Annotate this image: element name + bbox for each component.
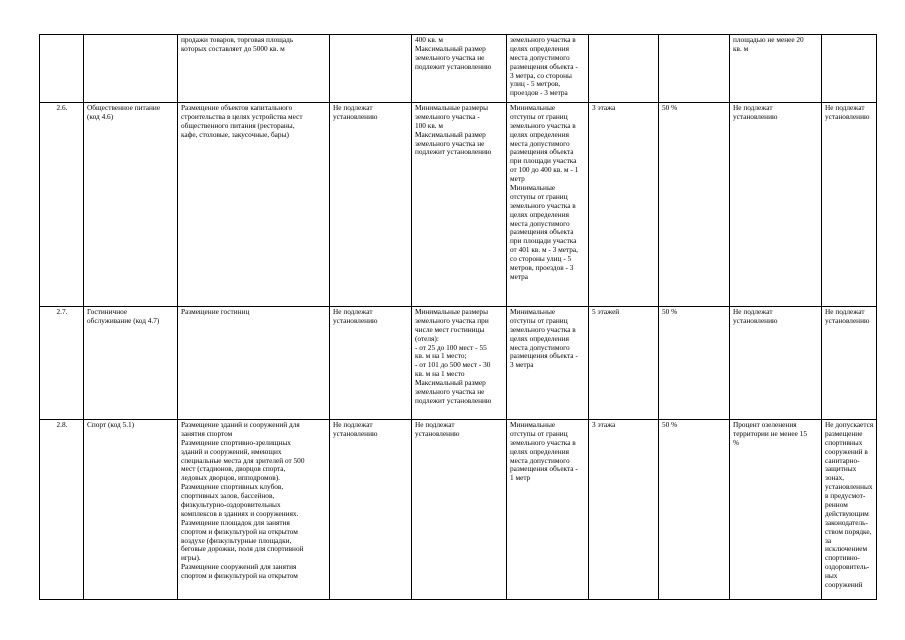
- max-area-cell: [330, 420, 412, 600]
- cell-text-line: метров, проездов - 3: [510, 263, 574, 273]
- coverage-cell: [659, 420, 730, 600]
- green-area-cell: [730, 35, 822, 103]
- cell-text-line: установлению: [733, 315, 778, 325]
- cell-text-line: физкультурно-оздоровительных: [181, 500, 281, 510]
- cell-text-line: в предусмот-: [825, 491, 866, 501]
- cell-text-line: кв. м: [733, 43, 749, 53]
- cell-text-line: Минимальные: [510, 307, 556, 316]
- cell-text-line: которых составляет до 5000 кв. м: [181, 43, 285, 53]
- floors-cell: [589, 420, 659, 600]
- setback-cell: [507, 35, 589, 103]
- cell-text-line: места допустимого: [510, 342, 570, 352]
- setback-cell: [507, 420, 589, 600]
- cell-text-line: за исключением: [825, 535, 868, 554]
- cell-text-line: подлежит установлению: [415, 147, 492, 157]
- plot-size-cell: [412, 103, 507, 307]
- cell-text-line: мест (стадионов, дворцов спорта,: [181, 464, 286, 474]
- land-use-type-cell: [84, 307, 178, 420]
- regulations-table: [39, 34, 877, 600]
- cell-text-line: зданий и сооружений, имеющих: [181, 446, 282, 456]
- cell-text-line: 400 кв. м: [415, 35, 444, 44]
- max-area-cell: [330, 103, 412, 307]
- cell-text-line: земельного участка в: [510, 324, 576, 334]
- cell-text-line: сооружений: [825, 580, 863, 590]
- cell-text-line: земельного участка не: [415, 387, 485, 397]
- row-number-cell: 2.8.: [40, 420, 84, 600]
- max-area-cell: [330, 307, 412, 420]
- cell-text-line: санитарно-: [825, 455, 860, 465]
- cell-text-line: оздоровитель-: [825, 562, 870, 572]
- cell-text-line: Размещение спортивных клубов,: [181, 482, 284, 492]
- floors-cell: [589, 35, 659, 103]
- cell-text-line: установлению: [333, 315, 378, 325]
- cell-text-line: Минимальные размеры: [415, 103, 488, 112]
- cell-text-line: места допустимого: [510, 218, 570, 228]
- cell-text-line: 50 %: [662, 103, 678, 112]
- cell-text-line: при площади участка: [510, 236, 577, 246]
- cell-text-line: 3 этажа: [592, 420, 616, 429]
- cell-text-line: Минимальные размеры: [415, 307, 488, 316]
- description-cell: [178, 420, 330, 600]
- row-number-cell: 2.7.: [40, 307, 84, 420]
- cell-text-line: беговые дорожки, поля для спортивной: [181, 544, 304, 554]
- cell-text-line: размещение: [825, 428, 863, 438]
- max-area-cell: [330, 35, 412, 103]
- cell-text-line: Минимальные: [510, 183, 556, 193]
- cell-text-line: общественного питания (рестораны,: [181, 120, 295, 130]
- cell-text-line: установлению: [733, 111, 778, 121]
- row-number-cell: [40, 35, 84, 103]
- cell-text-line: установлению: [825, 111, 870, 121]
- cell-text-line: зонах,: [825, 473, 845, 483]
- cell-text-line: Не подлежат: [825, 307, 865, 316]
- cell-text-line: улиц - 5 метров,: [510, 79, 561, 89]
- cell-text-line: земельного участка в: [510, 200, 576, 210]
- cell-text-line: установлению: [333, 111, 378, 121]
- cell-text-line: земельного участка -: [415, 111, 480, 121]
- cell-text-line: спортивных залов, бассейнов,: [181, 491, 275, 501]
- cell-text-line: отступы от границ: [510, 111, 568, 121]
- cell-text-line: действующим: [825, 508, 869, 518]
- table-row: [40, 103, 877, 307]
- cell-text-line: Гостиничное: [87, 307, 128, 316]
- cell-text-line: Размещение сооружений для занятия: [181, 562, 297, 572]
- cell-text-line: Минимальные: [510, 103, 556, 112]
- cell-text-line: 1 метр: [510, 473, 531, 483]
- cell-text-line: размещения объекта: [510, 147, 574, 157]
- cell-text-line: земельного участка в: [510, 120, 576, 130]
- table-body: [40, 35, 877, 600]
- cell-text-line: кафе, столовые, закусочные, бары): [181, 129, 289, 139]
- cell-text-line: земельного участка не: [415, 138, 485, 148]
- cell-text-line: территории не менее 15: [733, 428, 807, 438]
- cell-text-line: размещения объекта -: [510, 464, 578, 474]
- cell-text-line: Не подлежат: [333, 420, 373, 429]
- cell-text-line: места допустимого: [510, 52, 570, 62]
- plot-size-cell: [412, 35, 507, 103]
- cell-text-line: проездов - 3 метра: [510, 88, 568, 98]
- cell-text-line: размещения объекта: [510, 227, 574, 237]
- cell-text-line: целях определения: [510, 129, 569, 139]
- cell-text-line: Размещение спортивно-зрелищных: [181, 437, 291, 447]
- cell-text-line: числе мест гостиницы: [415, 324, 485, 334]
- cell-text-line: целях определения: [510, 43, 569, 53]
- green-area-cell: [730, 420, 822, 600]
- cell-text-line: Максимальный размер: [415, 378, 486, 388]
- cell-text-line: установленных: [825, 482, 873, 492]
- cell-text-line: ледовых дворцов, ипподромов).: [181, 473, 281, 483]
- cell-text-line: Максимальный размер: [415, 129, 486, 139]
- coverage-cell: [659, 35, 730, 103]
- cell-text-line: Спорт (код 5.1): [87, 420, 135, 429]
- cell-text-line: (код 4.6): [87, 111, 114, 121]
- cell-text-line: Не подлежат: [333, 103, 373, 112]
- setback-cell: [507, 103, 589, 307]
- cell-text-line: 50 %: [662, 420, 678, 429]
- cell-text-line: Общественное питание: [87, 103, 161, 112]
- cell-text-line: места допустимого: [510, 138, 570, 148]
- land-use-type-cell: [84, 420, 178, 600]
- row-number-cell: 2.6.: [40, 103, 84, 307]
- cell-text-line: - от 25 до 100 мест - 55: [415, 342, 487, 352]
- land-use-type-cell: [84, 35, 178, 103]
- cell-text-line: воздухе (физкультурные площадки,: [181, 535, 292, 545]
- cell-text-line: со стороны улиц - 5: [510, 254, 572, 264]
- cell-text-line: места допустимого: [510, 455, 570, 465]
- cell-text-line: 50 %: [662, 307, 678, 316]
- cell-text-line: 3 метра, со стороны: [510, 70, 572, 80]
- coverage-cell: [659, 103, 730, 307]
- cell-text-line: земельного участка в: [510, 35, 576, 44]
- cell-text-line: ных: [825, 571, 838, 581]
- cell-text-line: установлению: [415, 428, 460, 438]
- cell-text-line: Размещение гостиниц: [181, 307, 250, 316]
- cell-text-line: отступы от границ: [510, 191, 568, 201]
- cell-text-line: размещения объекта -: [510, 351, 578, 361]
- cell-text-line: земельного участка не: [415, 52, 485, 62]
- cell-text-line: 3 метра: [510, 360, 534, 370]
- cell-text-line: установлению: [333, 428, 378, 438]
- cell-text-line: защитных: [825, 464, 857, 474]
- cell-text-line: Не подлежат: [333, 307, 373, 316]
- cell-text-line: комплексов в зданиях и сооружениях.: [181, 508, 299, 518]
- restrictions-cell: [822, 103, 877, 307]
- cell-text-line: подлежит установлению: [415, 61, 492, 71]
- description-cell: [178, 307, 330, 420]
- cell-text-line: Минимальные: [510, 420, 556, 429]
- setback-cell: [507, 307, 589, 420]
- cell-text-line: Размещение площадок для занятия: [181, 517, 290, 527]
- cell-text-line: специальные места для зрителей от 500: [181, 455, 305, 465]
- cell-text-line: спортивных: [825, 437, 863, 447]
- cell-text-line: (отеля):: [415, 333, 439, 343]
- cell-text-line: Не подлежат: [415, 420, 455, 429]
- restrictions-cell: [822, 307, 877, 420]
- cell-text-line: метр: [510, 174, 525, 184]
- description-cell: [178, 103, 330, 307]
- cell-text-line: целях определения: [510, 209, 569, 219]
- cell-text-line: Не допускается: [825, 420, 874, 429]
- cell-text-line: кв. м на 1 место;: [415, 351, 467, 361]
- cell-text-line: законодатель-: [825, 517, 868, 527]
- table-row: [40, 35, 877, 103]
- cell-text-line: спортивно-: [825, 553, 860, 563]
- cell-text-line: площадью не менее 20: [733, 35, 804, 44]
- plot-size-cell: [412, 420, 507, 600]
- cell-text-line: 100 кв. м: [415, 120, 444, 130]
- plot-size-cell: [412, 307, 507, 420]
- cell-text-line: подлежит установлению: [415, 395, 492, 405]
- table-row: [40, 420, 877, 600]
- cell-text-line: от 100 до 400 кв. м - 1: [510, 165, 579, 175]
- cell-text-line: кв. м на 1 место: [415, 369, 465, 379]
- floors-cell: [589, 103, 659, 307]
- cell-text-line: 5 этажей: [592, 307, 620, 316]
- cell-text-line: целях определения: [510, 446, 569, 456]
- cell-text-line: при площади участка: [510, 156, 577, 166]
- cell-text-line: Не подлежат: [733, 307, 773, 316]
- cell-text-line: занятия спортом: [181, 428, 233, 438]
- cell-text-line: Не подлежат: [733, 103, 773, 112]
- cell-text-line: установлению: [825, 315, 870, 325]
- cell-text-line: %: [733, 437, 740, 447]
- cell-text-line: Максимальный размер: [415, 43, 486, 53]
- cell-text-line: строительства в целях устройства мест: [181, 111, 303, 121]
- cell-text-line: отступы от границ: [510, 428, 568, 438]
- cell-text-line: от 401 кв. м - 3 метра,: [510, 245, 578, 255]
- cell-text-line: метра: [510, 271, 529, 281]
- cell-text-line: размещения объекта -: [510, 61, 578, 71]
- floors-cell: [589, 307, 659, 420]
- cell-text-line: продажи товаров, торговая площадь: [181, 35, 294, 44]
- coverage-cell: [659, 307, 730, 420]
- cell-text-line: ренном: [825, 500, 848, 510]
- cell-text-line: земельного участка при: [415, 315, 489, 325]
- cell-text-line: спортом и физкультурой на открытом: [181, 571, 298, 581]
- cell-text-line: Размещение зданий и сооружений для: [181, 420, 300, 429]
- cell-text-line: Не подлежат: [825, 103, 865, 112]
- cell-text-line: спортом и физкультурой на открытом: [181, 526, 298, 536]
- cell-text-line: ством порядке,: [825, 526, 872, 536]
- cell-text-line: обслуживание (код 4.7): [87, 315, 160, 325]
- cell-text-line: Процент озеленения: [733, 420, 797, 429]
- cell-text-line: - от 101 до 500 мест - 30: [415, 360, 491, 370]
- cell-text-line: 3 этажа: [592, 103, 616, 112]
- green-area-cell: [730, 307, 822, 420]
- restrictions-cell: [822, 35, 877, 103]
- cell-text-line: Размещение объектов капитального: [181, 103, 293, 112]
- cell-text-line: земельного участка в: [510, 437, 576, 447]
- cell-text-line: целях определения: [510, 333, 569, 343]
- cell-text-line: сооружений в: [825, 446, 868, 456]
- cell-text-line: игры).: [181, 553, 201, 563]
- table-row: [40, 307, 877, 420]
- green-area-cell: [730, 103, 822, 307]
- restrictions-cell: [822, 420, 877, 600]
- cell-text-line: отступы от границ: [510, 315, 568, 325]
- land-use-type-cell: [84, 103, 178, 307]
- description-cell: [178, 35, 330, 103]
